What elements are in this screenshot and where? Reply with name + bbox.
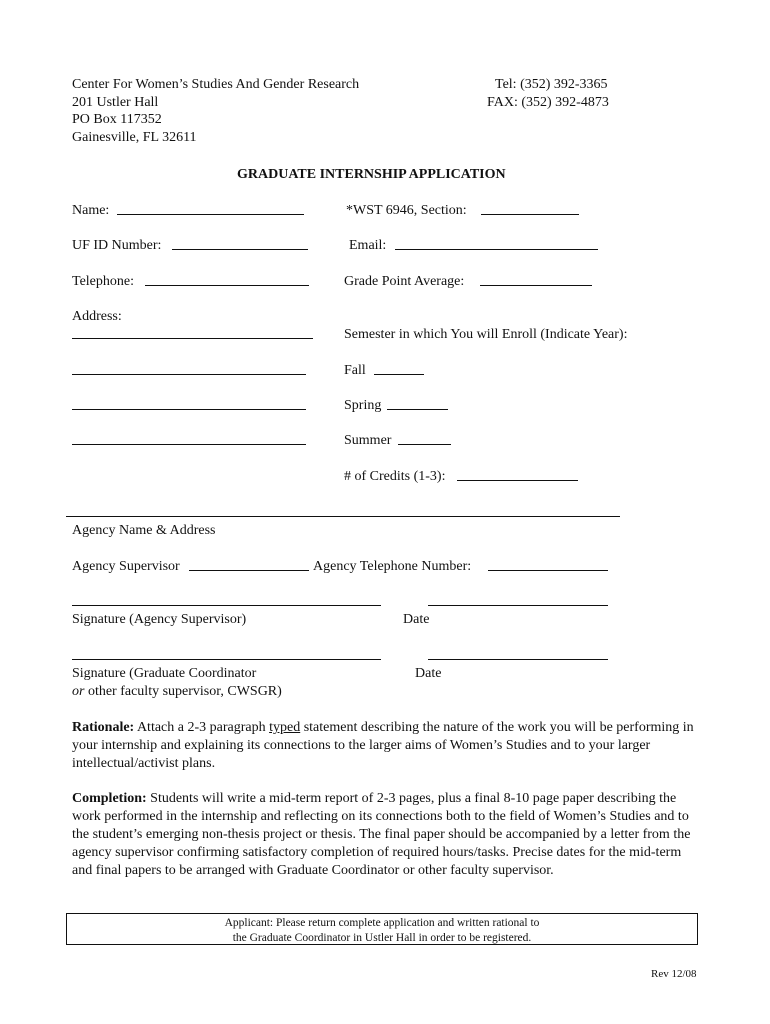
org-city: Gainesville, FL 32611 (72, 130, 197, 145)
agency-signature-label: Signature (Agency Supervisor) (72, 612, 247, 627)
wst-section-label: *WST 6946, Section: (346, 203, 467, 218)
org-address-line2: PO Box 117352 (72, 112, 162, 127)
org-fax: FAX: (352) 392-4873 (487, 95, 609, 110)
page-title: GRADUATE INTERNSHIP APPLICATION (237, 167, 506, 182)
ufid-label: UF ID Number: (72, 238, 162, 253)
address-line-3[interactable] (72, 409, 306, 410)
coordinator-signature-label: Signature (Graduate Coordinator (72, 666, 257, 681)
org-address-line1: 201 Ustler Hall (72, 95, 159, 110)
rationale-text-1: Attach a 2-3 paragraph (134, 720, 270, 735)
semester-label: Semester in which You will Enroll (Indicate Year): (344, 327, 628, 342)
credits-field-line[interactable] (457, 480, 578, 481)
notice-line-1: Applicant: Please return complete application and written rational to (224, 917, 540, 929)
rationale-paragraph (72, 719, 702, 773)
completion-text: Students will write a mid-term report of 2-3 pages, plus a final 8-10 page paper describing the work performed in the internship and reflecting on its connections both to the field of Women’s Studies and to the student’s emerging non-thesis project or thesis. The final paper should be accompanied by a letter from the agency supervisor confirming satisfactory completion of required hours/tasks. Precise dates for the mid-term and final papers to be arranged with Graduate Coordinator or other faculty supervisor. (72, 791, 691, 878)
date2-label: Date (415, 666, 442, 681)
address-line-2[interactable] (72, 374, 306, 375)
completion-label: Completion: (72, 791, 147, 806)
address-line-4[interactable] (72, 444, 306, 445)
credits-label: # of Credits (1-3): (344, 469, 446, 484)
summer-label: Summer (344, 433, 392, 448)
fall-field-line[interactable] (374, 374, 424, 375)
agency-phone-label: Agency Telephone Number: (313, 559, 472, 574)
address-line-1[interactable] (72, 338, 313, 339)
coordinator-signature-label-2 (72, 683, 282, 700)
wst-section-field-line[interactable] (481, 214, 579, 215)
gpa-field-line[interactable] (480, 285, 592, 286)
email-field-line[interactable] (395, 249, 598, 250)
org-name: Center For Women’s Studies And Gender Research (72, 77, 360, 92)
agency-supervisor-field-line[interactable] (189, 570, 309, 571)
summer-field-line[interactable] (398, 444, 451, 445)
date1-label: Date (403, 612, 430, 627)
completion-paragraph (72, 790, 702, 880)
name-field-line[interactable] (117, 214, 304, 215)
agency-signature-line[interactable] (72, 605, 381, 606)
date1-line[interactable] (428, 605, 608, 606)
rationale-text-2: statement describing the nature of the work you will be performing in your internship and explaining its connections to the larger aims of Women’s Studies and to your larger intellectual/activist plans. (72, 720, 694, 771)
telephone-label: Telephone: (72, 274, 134, 289)
faculty-supervisor-text: other faculty supervisor, CWSGR) (84, 684, 282, 699)
address-label: Address: (72, 309, 122, 324)
spring-field-line[interactable] (387, 409, 448, 410)
name-label: Name: (72, 203, 110, 218)
return-notice-box (66, 913, 698, 945)
rationale-typed: typed (269, 720, 301, 735)
ufid-field-line[interactable] (172, 249, 308, 250)
revision-label: Rev 12/08 (651, 968, 697, 980)
or-italic: or (72, 684, 85, 699)
agency-supervisor-label: Agency Supervisor (72, 559, 180, 574)
coordinator-signature-line[interactable] (72, 659, 381, 660)
agency-name-address-line[interactable] (66, 516, 620, 517)
fall-label: Fall (344, 363, 366, 378)
notice-line-2: the Graduate Coordinator in Ustler Hall in order to be registered. (232, 932, 532, 944)
rationale-label: Rationale: (72, 720, 135, 735)
telephone-field-line[interactable] (145, 285, 309, 286)
spring-label: Spring (344, 398, 382, 413)
date2-line[interactable] (428, 659, 608, 660)
agency-name-label: Agency Name & Address (72, 523, 216, 538)
agency-phone-field-line[interactable] (488, 570, 608, 571)
email-label: Email: (349, 238, 387, 253)
org-tel: Tel: (352) 392-3365 (495, 77, 608, 92)
gpa-label: Grade Point Average: (344, 274, 465, 289)
